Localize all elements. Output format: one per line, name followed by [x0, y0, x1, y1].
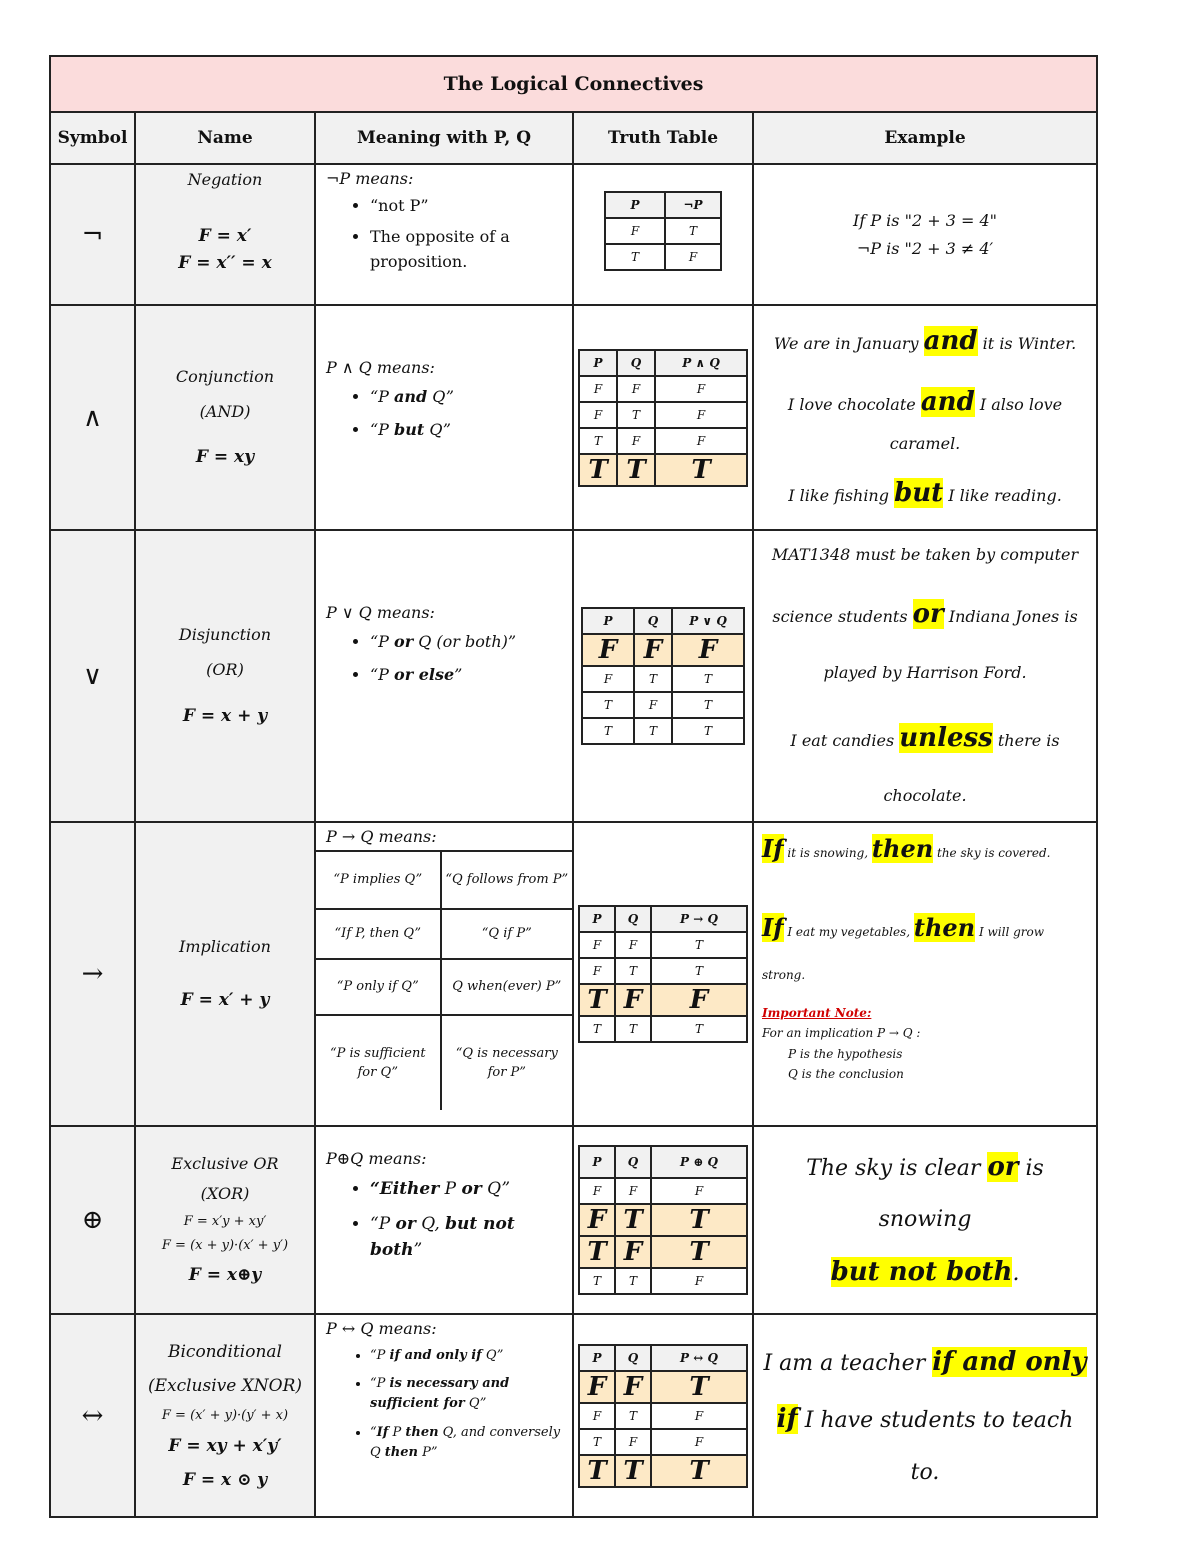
text-segment: If — [376, 1424, 389, 1440]
disjunction-formula: F = x + y — [182, 705, 268, 726]
tt-header: Q — [615, 906, 651, 932]
xor-name-2: (XOR) — [200, 1184, 250, 1204]
biconditional-bullet-2 — [370, 1374, 562, 1414]
tt-cell: T — [617, 402, 655, 428]
disjunction-example-2 — [762, 702, 1088, 820]
tt-cell: T — [582, 692, 634, 718]
tt-cell: F — [651, 1268, 747, 1294]
tt-cell: F — [634, 634, 672, 666]
tt-cell: F — [655, 402, 747, 428]
text-segment: “ — [370, 1424, 377, 1440]
tt-header: ¬P — [665, 192, 721, 218]
implication-formula: F = x′ + y — [180, 990, 270, 1011]
implication-example-2 — [762, 897, 1088, 991]
text-segment: MAT1348 must be taken by computer science students — [771, 545, 1079, 626]
tt-header: P ∨ Q — [672, 608, 744, 634]
disjunction-bullet-2 — [370, 663, 562, 688]
text-segment: but not both — [830, 1257, 1013, 1288]
tt-cell: F — [579, 932, 615, 958]
tt-cell: F — [615, 984, 651, 1016]
header-meaning: Meaning with P, Q — [315, 112, 573, 164]
text-segment: “P — [370, 632, 395, 652]
text-segment: or — [394, 632, 414, 652]
row-disjunction — [50, 530, 1097, 822]
truth-table-implication — [578, 905, 748, 1043]
tt-cell: T — [579, 984, 615, 1016]
tt-cell: T — [615, 1204, 651, 1236]
tt-cell: T — [582, 718, 634, 744]
tt-cell: T — [651, 932, 747, 958]
text-segment: I am a teacher — [763, 1351, 933, 1377]
biconditional-formula-3: F = x ⊙ y — [182, 1469, 268, 1490]
table-title: The Logical Connectives — [50, 56, 1097, 112]
tt-header: P ∧ Q — [655, 350, 747, 376]
tt-cell: T — [579, 1016, 615, 1042]
tt-cell: F — [605, 218, 665, 244]
text-segment: “P — [370, 1376, 390, 1392]
disjunction-meaning-intro: P ∨ Q means: — [326, 603, 435, 623]
tt-cell: T — [634, 666, 672, 692]
xor-name: Exclusive OR — [171, 1153, 279, 1173]
negation-symbol: ¬ — [50, 164, 135, 305]
biconditional-formula-2: F = xy + x′y′ — [168, 1435, 282, 1456]
text-segment: Indiana Jones is played by Harrison Ford. — [823, 606, 1078, 682]
text-segment: it is snowing, — [783, 846, 872, 861]
tt-cell: T — [672, 718, 744, 744]
tt-cell: T — [651, 1455, 747, 1487]
tt-cell: T — [615, 1455, 651, 1487]
text-segment: Q” — [427, 387, 454, 406]
tt-cell: T — [615, 1403, 651, 1429]
text-segment: I eat candies — [790, 730, 900, 750]
conjunction-name: Conjunction — [175, 366, 275, 386]
conjunction-symbol: ∧ — [50, 305, 135, 530]
conjunction-example-1 — [762, 308, 1088, 376]
text-segment: then — [384, 1444, 418, 1460]
implication-meaning-intro: P → Q means: — [326, 827, 437, 847]
tt-cell: F — [651, 1403, 747, 1429]
tt-cell: T — [579, 1455, 615, 1487]
text-segment: ” — [454, 664, 463, 684]
conjunction-example-3 — [762, 460, 1088, 528]
negation-bullet-1: • “not P” — [370, 194, 562, 219]
tt-header: P — [579, 1146, 615, 1178]
truth-table-disjunction — [581, 607, 745, 745]
text-segment: is necessary and sufficient for — [370, 1376, 510, 1412]
biconditional-name-2: (Exclusive XNOR) — [147, 1375, 303, 1396]
disjunction-name: Disjunction — [178, 625, 272, 645]
biconditional-meaning-intro: P ↔ Q means: — [326, 1319, 437, 1339]
tt-cell: F — [651, 1429, 747, 1455]
row-xor — [50, 1126, 1097, 1314]
tt-cell: F — [672, 634, 744, 666]
text-segment: it is Winter. — [977, 334, 1077, 353]
text-segment: Q (or both)” — [413, 632, 517, 652]
xor-bullet-1 — [370, 1176, 562, 1202]
xor-formula-2: F = (x + y)·(x′ + y′) — [161, 1238, 289, 1254]
text-segment: I like fishing — [788, 485, 895, 505]
text-segment: We are in January — [773, 334, 924, 353]
row-negation — [50, 164, 1097, 305]
implication-note-3: Q is the conclusion — [788, 1066, 904, 1081]
tt-header: Q — [615, 1345, 651, 1371]
disjunction-name-2: (OR) — [206, 660, 244, 680]
text-segment: or — [987, 1151, 1019, 1182]
truth-table-biconditional — [578, 1344, 748, 1488]
text-segment: I eat my vegetables, — [783, 925, 914, 940]
tt-header: Q — [617, 350, 655, 376]
text-segment: P — [388, 1424, 406, 1440]
tt-cell: F — [651, 984, 747, 1016]
text-segment: there is chocolate. — [883, 730, 1060, 806]
negation-formula-2: F = x′′ = x — [178, 252, 272, 273]
connectives-table — [49, 55, 1098, 1518]
truth-table-xor — [578, 1145, 748, 1295]
tt-cell: F — [615, 1429, 651, 1455]
header-example: Example — [753, 112, 1097, 164]
implication-phrase: Q when(ever) P” — [441, 959, 572, 1015]
negation-example-1: If P is "2 + 3 = 4" — [853, 210, 998, 230]
implication-phrase: “P only if Q” — [316, 959, 441, 1015]
implication-phrase: “P implies Q” — [316, 851, 441, 909]
biconditional-symbol: ↔ — [50, 1314, 135, 1517]
tt-cell: T — [665, 218, 721, 244]
biconditional-formula-1: F = (x′ + y)·(y′ + x) — [161, 1407, 289, 1423]
text-segment: and — [920, 386, 975, 417]
row-implication — [50, 822, 1097, 1126]
tt-cell: F — [615, 1178, 651, 1204]
truth-table-negation — [604, 191, 722, 271]
text-segment: Q” — [464, 1396, 487, 1412]
text-segment: I love chocolate — [787, 394, 921, 414]
biconditional-bullet-1 — [370, 1346, 562, 1366]
implication-phrase: “Q follows from P” — [441, 851, 572, 909]
tt-cell: T — [651, 1016, 747, 1042]
tt-cell: T — [651, 1204, 747, 1236]
tt-cell: T — [579, 1236, 615, 1268]
implication-note-1: For an implication P → Q : — [762, 1026, 921, 1041]
text-segment: I have students to teach to. — [797, 1408, 1074, 1485]
tt-cell: F — [579, 1371, 615, 1403]
implication-symbol: → — [50, 822, 135, 1126]
tt-cell: T — [672, 666, 744, 692]
tt-cell: T — [617, 454, 655, 486]
tt-header: P — [582, 608, 634, 634]
tt-cell: F — [582, 634, 634, 666]
tt-cell: F — [579, 1403, 615, 1429]
negation-formula-1: F = x′ — [198, 225, 252, 246]
tt-cell: T — [579, 428, 617, 454]
xor-formula-1: F = x′y + xy′ — [183, 1213, 267, 1229]
text-segment: The sky is clear — [806, 1155, 988, 1181]
conjunction-name-2: (AND) — [199, 401, 251, 421]
tt-cell: T — [651, 958, 747, 984]
conjunction-formula: F = xy — [195, 447, 255, 468]
text-segment: and — [394, 387, 428, 406]
text-segment: Q” — [424, 419, 451, 439]
tt-cell: T — [615, 1268, 651, 1294]
implication-phrase: “Q if P” — [441, 909, 572, 959]
text-segment: Q, — [415, 1213, 446, 1234]
truth-table-conjunction — [578, 349, 748, 487]
biconditional-example — [762, 1334, 1088, 1497]
tt-cell: T — [672, 692, 744, 718]
biconditional-name: Biconditional — [168, 1341, 282, 1362]
negation-bullet-2: • The opposite of a proposition. — [370, 225, 562, 275]
tt-cell: F — [665, 244, 721, 270]
tt-header: P — [579, 1345, 615, 1371]
text-segment: “P — [370, 1213, 396, 1234]
text-segment: Q, and conversely Q — [370, 1424, 561, 1460]
text-segment: then — [871, 834, 934, 864]
tt-cell: T — [651, 1371, 747, 1403]
tt-cell: F — [651, 1178, 747, 1204]
tt-cell: F — [579, 376, 617, 402]
text-segment: I like reading. — [943, 485, 1062, 505]
negation-name: Negation — [187, 170, 263, 189]
header-symbol: Symbol — [50, 112, 135, 164]
tt-cell: T — [579, 1429, 615, 1455]
text-segment: “P — [370, 1348, 390, 1364]
text-segment: if and only if — [776, 1347, 1087, 1435]
tt-cell: F — [579, 958, 615, 984]
tt-header: P ⊕ Q — [651, 1146, 747, 1178]
conjunction-bullet-1 — [370, 385, 562, 410]
text-segment: but not both — [370, 1213, 515, 1260]
text-segment: or — [461, 1179, 482, 1200]
text-segment: Q” — [481, 1348, 504, 1364]
text-segment: I will grow strong. — [762, 925, 1045, 982]
tt-cell: F — [615, 1236, 651, 1268]
implication-phrase: “If P, then Q” — [316, 909, 441, 959]
text-segment: “P — [370, 387, 395, 406]
text-segment: is snowing — [878, 1155, 1044, 1232]
text-segment: P — [439, 1179, 462, 1200]
negation-meaning-intro: ¬P means: — [326, 169, 414, 188]
conjunction-meaning-intro: P ∧ Q means: — [326, 358, 435, 377]
row-conjunction — [50, 305, 1097, 530]
xor-formula-3: F = x⊕y — [188, 1265, 262, 1286]
tt-cell: F — [655, 376, 747, 402]
tt-cell: F — [615, 1371, 651, 1403]
xor-bullet-2 — [370, 1211, 562, 1264]
header-truth-table: Truth Table — [573, 112, 753, 164]
xor-symbol: ⊕ — [50, 1126, 135, 1314]
tt-cell: F — [617, 376, 655, 402]
disjunction-symbol: ∨ — [50, 530, 135, 822]
text-segment: If — [762, 834, 784, 864]
tt-header: P — [605, 192, 665, 218]
negation-example-2: ¬P is "2 + 3 ≠ 4′ — [856, 238, 994, 258]
tt-header: Q — [634, 608, 672, 634]
tt-cell: T — [634, 718, 672, 744]
xor-example-2 — [762, 1244, 1088, 1301]
text-segment: or else — [394, 664, 455, 684]
tt-header: P ↔ Q — [651, 1345, 747, 1371]
implication-example-1 — [762, 825, 1088, 873]
biconditional-bullet-3 — [370, 1423, 562, 1463]
tt-cell: F — [579, 402, 617, 428]
xor-example-1 — [762, 1139, 1088, 1245]
tt-header: P — [579, 350, 617, 376]
text-segment: ” — [413, 1239, 423, 1260]
implication-phrase: “Q is necessary for P” — [441, 1015, 572, 1110]
tt-cell: F — [615, 932, 651, 958]
text-segment: then — [405, 1424, 439, 1440]
text-segment: but — [394, 419, 425, 439]
text-segment: If — [762, 913, 784, 943]
header-name: Name — [135, 112, 315, 164]
tt-header: Q — [615, 1146, 651, 1178]
tt-cell: F — [634, 692, 672, 718]
tt-cell: F — [579, 1178, 615, 1204]
text-segment: “P — [370, 419, 395, 439]
text-segment: if and only if — [389, 1348, 482, 1364]
disjunction-example-1 — [762, 533, 1088, 695]
implication-phrasings — [316, 850, 572, 1110]
tt-cell: F — [579, 1204, 615, 1236]
implication-note-label: Important Note: — [762, 1005, 872, 1020]
disjunction-bullet-1 — [370, 630, 562, 655]
text-segment: “P — [370, 664, 395, 684]
text-segment: I also love caramel. — [889, 394, 1063, 453]
tt-cell: T — [579, 454, 617, 486]
text-segment: then — [913, 913, 976, 943]
conjunction-bullet-2 — [370, 418, 562, 443]
implication-name: Implication — [179, 936, 271, 956]
implication-phrase: “P is sufficient for Q” — [316, 1015, 441, 1110]
tt-cell: F — [655, 428, 747, 454]
tt-cell: F — [617, 428, 655, 454]
tt-header: P — [579, 906, 615, 932]
text-segment: but — [894, 477, 944, 508]
tt-cell: T — [615, 1016, 651, 1042]
xor-meaning-intro: P⊕Q means: — [326, 1149, 427, 1169]
row-biconditional — [50, 1314, 1097, 1517]
text-segment: unless — [899, 722, 993, 753]
text-segment: Q” — [481, 1179, 511, 1200]
text-segment: . — [1012, 1261, 1020, 1287]
tt-cell: T — [651, 1236, 747, 1268]
text-segment: the sky is covered. — [933, 846, 1051, 861]
text-segment: “Either — [370, 1179, 440, 1200]
tt-cell: T — [579, 1268, 615, 1294]
tt-cell: T — [615, 958, 651, 984]
text-segment: or — [912, 598, 944, 629]
tt-cell: T — [605, 244, 665, 270]
text-segment: or — [395, 1213, 416, 1234]
text-segment: P” — [417, 1444, 438, 1460]
tt-header: P → Q — [651, 906, 747, 932]
implication-note-2: P is the hypothesis — [788, 1046, 903, 1061]
tt-cell: F — [582, 666, 634, 692]
text-segment: and — [923, 326, 978, 356]
conjunction-example-2 — [762, 376, 1088, 460]
tt-cell: T — [655, 454, 747, 486]
